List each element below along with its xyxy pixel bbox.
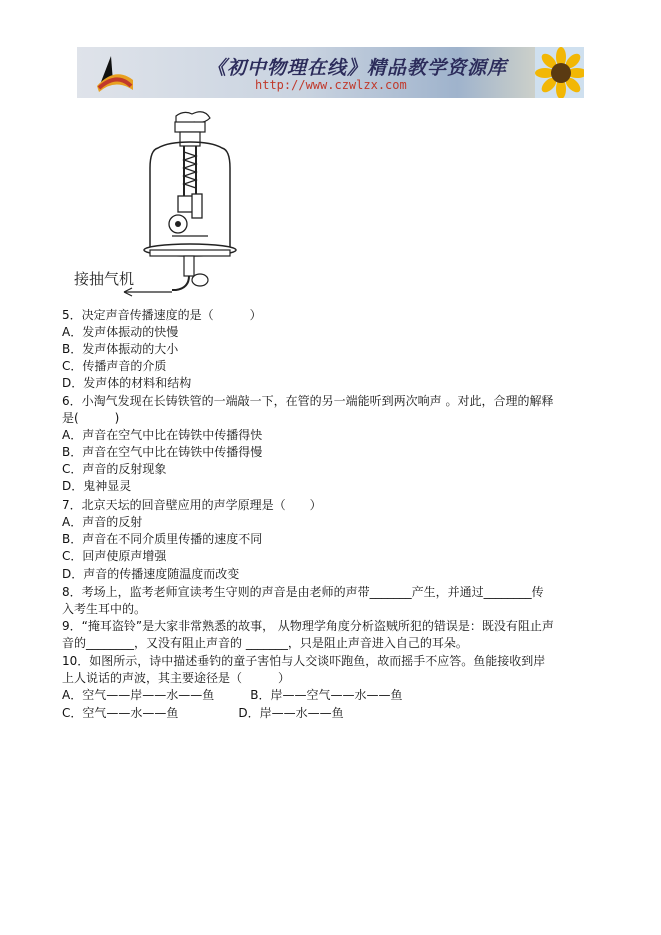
- question-7-option-a: A．声音的反射: [62, 515, 143, 529]
- sunflower-icon: [535, 47, 584, 98]
- question-7-option-b: B．声音在不同介质里传播的速度不同: [62, 532, 263, 546]
- header-banner: [77, 47, 584, 98]
- question-6-option-b: B．声音在空气中比在铸铁中传播得慢: [62, 445, 263, 459]
- banner-url: http://www.czwlzx.com: [255, 78, 407, 92]
- question-6-option-d: D．鬼神显灵: [62, 479, 132, 493]
- question-7-option-c: C．回声使原声增强: [62, 549, 167, 563]
- question-9-stem-cont: 音的________，又没有阻止声音的 _______，只是阻止声音进入自己的耳朵。: [62, 636, 468, 650]
- question-5-option-a: A．发声体振动的快慢: [62, 325, 179, 339]
- question-8-stem-cont: 入考生耳中的。: [62, 602, 147, 616]
- question-10-stem-cont: 上人说话的声波，其主要途径是（ ）: [62, 671, 291, 685]
- question-10-options-cd: C．空气——水——鱼 D．岸——水——鱼: [62, 706, 344, 720]
- question-10-stem: 10．如图所示，诗中描述垂钓的童子害怕与人交谈吓跑鱼，故而摇手不应答。鱼能接收到岸: [62, 654, 546, 668]
- question-5-option-d: D．发声体的材料和结构: [62, 376, 192, 390]
- question-5-option-c: C．传播声音的介质: [62, 359, 167, 373]
- question-7-stem: 7．北京天坛的回音壁应用的声学原理是（ ）: [62, 498, 322, 512]
- question-6-option-a: A．声音在空气中比在铸铁中传播得快: [62, 428, 263, 442]
- question-5-option-b: B．发声体振动的大小: [62, 342, 179, 356]
- question-8-stem: 8．考场上，监考老师宣读考生守则的声音是由老师的声带_______产生，并通过________传: [62, 585, 544, 599]
- question-10-options-ab: A．空气——岸——水——鱼 B．岸——空气——水——鱼: [62, 688, 403, 702]
- question-6-stem-cont: 是( ): [62, 411, 120, 425]
- question-9-stem: 9．“掩耳盗铃”是大家非常熟悉的故事， 从物理学角度分析盗贼所犯的错误是：既没有阻止声: [62, 619, 554, 633]
- figure-caption: 接抽气机: [74, 270, 135, 288]
- question-6-stem: 6．小淘气发现在长铸铁管的一端敲一下，在管的另一端能听到两次响声 。对此，合理的解释: [62, 394, 554, 408]
- banner-title: 《初中物理在线》精品教学资源库: [207, 57, 508, 79]
- question-7-option-d: D．声音的传播速度随温度而改变: [62, 567, 240, 581]
- bell-jar-figure: [72, 108, 272, 304]
- question-6-option-c: C．声音的反射现象: [62, 462, 167, 476]
- question-5-stem: 5．决定声音传播速度的是（ ）: [62, 308, 262, 322]
- site-logo-icon: [93, 52, 137, 94]
